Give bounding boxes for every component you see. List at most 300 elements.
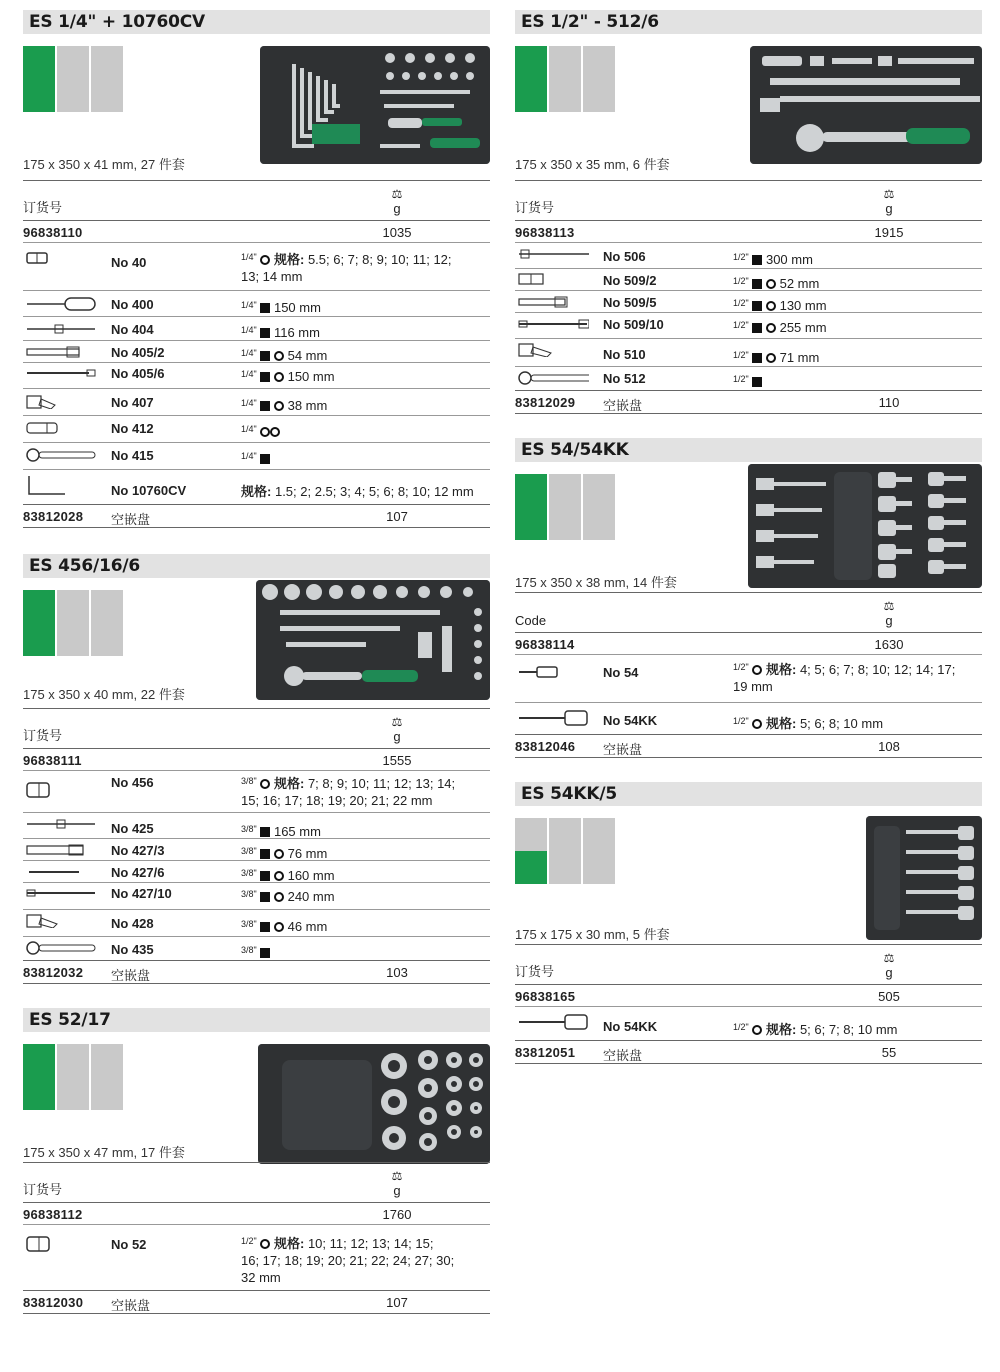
empty-tray-row — [23, 504, 490, 528]
item-number: No 512 — [603, 371, 646, 386]
table-header — [23, 1162, 490, 1202]
item-spec — [241, 421, 490, 440]
product-hero — [515, 806, 982, 944]
item-number: No 428 — [111, 916, 154, 931]
empty-tray-row — [515, 390, 982, 414]
swatch-grey — [57, 46, 89, 112]
set-es-52-17 — [23, 1008, 490, 1314]
tray-label: 空嵌盘 — [603, 742, 643, 757]
tool-tray-image — [258, 1044, 490, 1164]
set-es-14-10760cv — [23, 10, 490, 528]
item-number: No 404 — [111, 322, 154, 337]
screwdriver-handle-icon — [25, 297, 97, 311]
spec-values: 165 mm — [273, 824, 321, 839]
ring-icon — [260, 427, 270, 437]
item-number: No 40 — [111, 255, 147, 270]
tool-tray-image — [260, 46, 490, 164]
list-item — [23, 362, 490, 388]
set-code: 96838114 — [515, 637, 575, 652]
swatch-green-lower — [515, 851, 547, 884]
spec-values: 10; 11; 12; 13; 14; 15; — [307, 1236, 434, 1251]
color-swatches — [515, 46, 617, 112]
spec-label: 规格: — [273, 1236, 305, 1251]
item-spec — [241, 942, 490, 961]
ring-icon — [274, 922, 284, 932]
set-weight: 1915 — [874, 225, 904, 240]
item-spec — [733, 713, 982, 732]
drive-size: 3/8" — [241, 824, 257, 834]
scale-icon: ⚖ — [391, 715, 403, 729]
ratchet-icon — [25, 448, 97, 462]
item-spec — [733, 371, 982, 390]
item-number: No 509/2 — [603, 273, 657, 288]
drive-size: 1/2" — [733, 298, 749, 308]
tray-label: 空嵌盘 — [603, 1048, 643, 1063]
table-header — [23, 180, 490, 220]
set-es-54kk-5 — [515, 782, 982, 1064]
spec-values: 5; 6; 7; 8; 10 mm — [799, 1022, 898, 1037]
ring-icon — [766, 353, 776, 363]
set-code-row — [23, 220, 490, 242]
drive-size: 3/8" — [241, 945, 257, 955]
universal-joint-icon — [517, 343, 589, 357]
drive-size: 1/4" — [241, 451, 257, 461]
universal-joint-icon — [25, 914, 97, 928]
swatch-grey — [91, 46, 123, 112]
set-code: 96838113 — [515, 225, 575, 240]
list-item — [23, 388, 490, 415]
set-code: 96838110 — [23, 225, 83, 240]
drive-size: 1/4" — [241, 424, 257, 434]
list-item — [515, 268, 982, 290]
square-drive-icon — [752, 353, 762, 363]
long-extension-icon — [25, 886, 97, 900]
socket-icon — [25, 1235, 97, 1253]
section-title: ES 1/2" - 512/6 — [521, 12, 659, 32]
color-swatches — [515, 818, 617, 884]
section-title: ES 54KK/5 — [521, 784, 618, 804]
set-dimensions: 175 x 350 x 47 mm, 17 件套 — [23, 1145, 185, 1160]
order-number-label: 订货号 — [23, 1182, 63, 1197]
item-spec — [241, 322, 490, 341]
item-spec — [733, 249, 982, 268]
item-spec — [733, 659, 982, 695]
list-item — [23, 242, 490, 290]
spec-values: 116 mm — [273, 325, 320, 340]
set-code: 96838111 — [23, 753, 82, 768]
section-header — [515, 438, 982, 462]
swatch-green — [23, 590, 55, 656]
tray-code: 83812028 — [23, 509, 84, 524]
tray-label: 空嵌盘 — [111, 968, 151, 983]
universal-joint-icon — [25, 395, 97, 409]
ratchet-icon — [25, 941, 97, 955]
ring-icon — [752, 1025, 762, 1035]
product-hero — [515, 462, 982, 592]
empty-tray-row — [23, 960, 490, 984]
swatch-green — [515, 474, 547, 540]
set-dimensions: 175 x 175 x 30 mm, 5 件套 — [515, 927, 670, 942]
scale-icon: ⚖ — [883, 187, 895, 201]
square-drive-icon — [260, 827, 270, 837]
section-title: ES 456/16/6 — [29, 556, 140, 576]
empty-tray-row — [515, 734, 982, 758]
spec-values: 1.5; 2; 2.5; 3; 4; 5; 6; 8; 10; 12 mm — [274, 484, 474, 499]
drive-size: 3/8" — [241, 889, 257, 899]
section-header — [515, 10, 982, 34]
ratchet-icon — [517, 371, 589, 385]
set-dimensions: 175 x 350 x 38 mm, 14 件套 — [515, 575, 677, 590]
tool-tray-image — [256, 580, 490, 700]
spec-label: 规格: — [273, 252, 305, 267]
spec-values-cont: 19 mm — [733, 679, 773, 694]
color-swatches — [23, 590, 125, 656]
set-code-row — [515, 220, 982, 242]
set-code-row — [515, 632, 982, 654]
drive-size: 3/8" — [241, 846, 257, 856]
scale-icon: ⚖ — [391, 187, 403, 201]
ring-icon — [270, 427, 280, 437]
t-handle-icon — [25, 817, 97, 831]
drive-size: 1/4" — [241, 252, 257, 262]
spec-values: 130 mm — [779, 298, 827, 313]
weight-unit: g — [393, 201, 401, 216]
item-number: No 506 — [603, 249, 646, 264]
set-es-12-512-6 — [515, 10, 982, 414]
order-number-label: 订货号 — [23, 200, 63, 215]
set-weight: 1630 — [874, 637, 904, 652]
square-drive-icon — [260, 922, 270, 932]
drive-size: 1/2" — [733, 276, 749, 286]
item-spec — [241, 297, 490, 316]
list-item — [515, 312, 982, 338]
drive-size: 3/8" — [241, 776, 257, 786]
square-drive-icon — [752, 301, 762, 311]
drive-size: 1/4" — [241, 348, 257, 358]
extension-bar-icon — [25, 865, 97, 879]
item-number: No 509/10 — [603, 317, 664, 332]
ring-icon — [260, 255, 270, 265]
ring-icon — [274, 351, 284, 361]
tray-weight: 55 — [881, 1045, 897, 1060]
set-dimensions: 175 x 350 x 41 mm, 27 件套 — [23, 157, 185, 172]
tray-code: 83812029 — [515, 395, 576, 410]
section-header — [23, 554, 490, 578]
section-title: ES 1/4" + 10760CV — [29, 12, 205, 32]
list-item — [23, 290, 490, 316]
item-number: No 427/3 — [111, 843, 165, 858]
item-spec — [241, 395, 490, 414]
square-drive-icon — [260, 871, 270, 881]
spec-values: 255 mm — [779, 320, 827, 335]
product-hero — [23, 1032, 490, 1162]
item-number: No 427/6 — [111, 865, 165, 880]
adapter-icon — [25, 421, 97, 435]
color-swatches — [23, 1044, 125, 1110]
ring-icon — [766, 301, 776, 311]
color-swatches — [515, 474, 617, 540]
tool-tray-image — [750, 46, 982, 164]
list-item — [23, 936, 490, 960]
item-number: No 407 — [111, 395, 154, 410]
list-item — [23, 882, 490, 909]
ring-icon — [274, 401, 284, 411]
section-header — [23, 1008, 490, 1032]
swatch-grey — [91, 590, 123, 656]
list-item — [515, 654, 982, 702]
item-number: No 405/6 — [111, 366, 165, 381]
list-item — [515, 702, 982, 734]
extension-bar-icon — [25, 345, 97, 359]
item-number: No 456 — [111, 775, 154, 790]
item-number: No 400 — [111, 297, 154, 312]
item-number: No 509/5 — [603, 295, 657, 310]
swatch-green — [23, 1044, 55, 1110]
square-drive-icon — [260, 372, 270, 382]
order-number-label: 订货号 — [515, 200, 555, 215]
socket-icon — [25, 251, 97, 265]
spec-label: 规格: — [241, 484, 272, 499]
drive-size: 1/2" — [241, 1236, 257, 1246]
ring-icon — [766, 279, 776, 289]
drive-size: 1/2" — [733, 662, 749, 672]
swatch-grey — [57, 1044, 89, 1110]
order-number-label: 订货号 — [23, 728, 63, 743]
set-weight: 1035 — [382, 225, 412, 240]
item-spec — [241, 448, 490, 467]
list-item — [23, 415, 490, 442]
swatch-green — [23, 46, 55, 112]
spec-values: 5.5; 6; 7; 8; 9; 10; 11; 12; — [307, 252, 452, 267]
weight-unit: g — [393, 1183, 401, 1198]
swatch-grey — [583, 474, 615, 540]
extension-bar-icon — [25, 843, 97, 857]
product-hero — [23, 34, 490, 180]
tray-weight: 110 — [878, 395, 900, 410]
empty-tray-row — [515, 1040, 982, 1064]
spec-label: 规格: — [765, 1022, 797, 1037]
drive-size: 1/4" — [241, 300, 257, 310]
item-number: No 52 — [111, 1237, 147, 1252]
color-swatches — [23, 46, 125, 112]
swatch-grey — [549, 818, 581, 884]
spec-values: 54 mm — [287, 348, 328, 363]
tool-tray-image — [866, 816, 982, 940]
spec-label: 规格: — [273, 776, 305, 791]
square-drive-icon — [260, 454, 270, 464]
item-number: No 425 — [111, 821, 154, 836]
item-spec — [733, 347, 982, 366]
set-es-54-54kk — [515, 438, 982, 758]
weight-unit: g — [885, 613, 893, 628]
square-drive-icon — [752, 255, 762, 265]
square-drive-icon — [260, 303, 270, 313]
tray-weight: 103 — [386, 965, 408, 980]
item-number: No 54KK — [603, 713, 658, 728]
list-item — [23, 340, 490, 362]
square-drive-icon — [752, 377, 762, 387]
swatch-grey — [549, 46, 581, 112]
drive-size: 1/4" — [241, 369, 257, 379]
spec-label: 规格: — [765, 662, 797, 677]
item-spec — [241, 249, 490, 285]
swatch-grey — [583, 46, 615, 112]
list-item — [23, 1224, 490, 1290]
long-extension-icon — [517, 317, 589, 331]
spec-values: 160 mm — [287, 868, 335, 883]
spec-values: 52 mm — [779, 276, 820, 291]
t-handle-icon — [25, 322, 97, 336]
tool-tray-image — [748, 464, 982, 588]
item-spec — [733, 1019, 982, 1038]
set-dimensions: 175 x 350 x 35 mm, 6 件套 — [515, 157, 670, 172]
list-item — [23, 860, 490, 882]
list-item — [515, 290, 982, 312]
drive-size: 1/2" — [733, 350, 749, 360]
item-spec — [241, 886, 490, 905]
item-spec — [241, 366, 490, 385]
drive-size: 3/8" — [241, 919, 257, 929]
ring-icon — [260, 1239, 270, 1249]
item-number: No 412 — [111, 421, 154, 436]
ring-icon — [274, 892, 284, 902]
extension-bar-icon — [517, 272, 589, 286]
tray-code: 83812051 — [515, 1045, 576, 1060]
tray-label: 空嵌盘 — [111, 1298, 151, 1313]
drive-size: 1/4" — [241, 325, 257, 335]
tray-code: 83812030 — [23, 1295, 84, 1310]
set-code-row — [23, 748, 490, 770]
list-item — [515, 1006, 982, 1040]
list-item — [23, 770, 490, 812]
square-drive-icon — [260, 849, 270, 859]
right-column — [515, 10, 982, 1064]
spec-values: 150 mm — [273, 300, 321, 315]
ring-icon — [752, 665, 762, 675]
set-weight: 505 — [878, 989, 900, 1004]
tray-label: 空嵌盘 — [111, 512, 151, 527]
drive-size: 1/2" — [733, 320, 749, 330]
spec-values: 38 mm — [287, 398, 328, 413]
spec-label: 规格: — [765, 716, 797, 731]
set-code-row — [515, 984, 982, 1006]
spec-values: 150 mm — [287, 369, 335, 384]
scale-icon: ⚖ — [883, 951, 895, 965]
spec-values: 71 mm — [779, 350, 820, 365]
swatch-grey — [57, 590, 89, 656]
list-item — [515, 338, 982, 366]
list-item — [515, 242, 982, 268]
extension-bar-icon — [517, 295, 589, 309]
drive-size: 3/8" — [241, 868, 257, 878]
spec-values-cont: 15; 16; 17; 18; 19; 20; 21; 22 mm — [241, 793, 433, 808]
swatch-split-green — [515, 818, 547, 884]
list-item — [23, 812, 490, 838]
set-weight: 1555 — [382, 753, 412, 768]
drive-size: 1/2" — [733, 252, 749, 262]
list-item — [23, 909, 490, 936]
weight-unit: g — [885, 201, 893, 216]
ring-icon — [766, 323, 776, 333]
item-number: No 510 — [603, 347, 646, 362]
bit-socket-icon — [517, 665, 589, 679]
table-header — [515, 944, 982, 984]
set-dimensions: 175 x 350 x 40 mm, 22 件套 — [23, 687, 185, 702]
t-handle-icon — [517, 247, 589, 261]
square-drive-icon — [260, 328, 270, 338]
item-number: No 54 — [603, 665, 639, 680]
spec-values: 5; 6; 8; 10 mm — [799, 716, 884, 731]
spec-values: 76 mm — [287, 846, 328, 861]
item-spec — [733, 317, 982, 336]
section-header — [515, 782, 982, 806]
square-drive-icon — [752, 279, 762, 289]
weight-unit: g — [393, 729, 401, 744]
section-title: ES 52/17 — [29, 1010, 111, 1030]
hex-key-icon — [25, 474, 97, 496]
item-spec — [241, 1233, 490, 1286]
empty-tray-row — [23, 1290, 490, 1314]
scale-icon: ⚖ — [391, 1169, 403, 1183]
square-drive-icon — [260, 892, 270, 902]
socket-icon — [25, 781, 97, 799]
product-hero — [23, 578, 490, 708]
left-column — [23, 10, 490, 1314]
set-code: 96838165 — [515, 989, 576, 1004]
item-spec — [241, 773, 490, 809]
tray-code: 83812046 — [515, 739, 576, 754]
swatch-green — [515, 46, 547, 112]
square-drive-icon — [260, 401, 270, 411]
scale-icon: ⚖ — [883, 599, 895, 613]
square-drive-icon — [260, 948, 270, 958]
tray-weight: 108 — [878, 739, 900, 754]
item-spec — [241, 916, 490, 935]
tray-code: 83812032 — [23, 965, 84, 980]
list-item — [23, 442, 490, 469]
item-number: No 435 — [111, 942, 154, 957]
item-number: No 427/10 — [111, 886, 172, 901]
section-header — [23, 10, 490, 34]
swatch-grey — [91, 1044, 123, 1110]
ring-icon — [260, 779, 270, 789]
list-item — [23, 316, 490, 340]
list-item — [23, 838, 490, 860]
list-item — [515, 366, 982, 390]
spec-values-cont: 32 mm — [241, 1270, 281, 1285]
swatch-grey — [583, 818, 615, 884]
spec-values: 7; 8; 9; 10; 11; 12; 13; 14; — [307, 776, 456, 791]
spec-values: 4; 5; 6; 7; 8; 10; 12; 14; 17; — [799, 662, 956, 677]
set-code-row — [23, 1202, 490, 1224]
long-extension-icon — [25, 366, 97, 380]
ring-icon — [752, 719, 762, 729]
square-drive-icon — [260, 351, 270, 361]
item-number: No 405/2 — [111, 345, 165, 360]
tray-label: 空嵌盘 — [603, 398, 643, 413]
set-code: 96838112 — [23, 1207, 83, 1222]
table-header — [23, 708, 490, 748]
table-header — [515, 180, 982, 220]
drive-size: 1/2" — [733, 716, 749, 726]
tray-weight: 107 — [386, 1295, 408, 1310]
spec-values: 46 mm — [287, 919, 328, 934]
spec-values: 300 mm — [765, 252, 813, 267]
order-number-label: 订货号 — [515, 964, 555, 979]
weight-unit: g — [885, 965, 893, 980]
product-hero — [515, 34, 982, 180]
spec-values: 240 mm — [287, 889, 335, 904]
